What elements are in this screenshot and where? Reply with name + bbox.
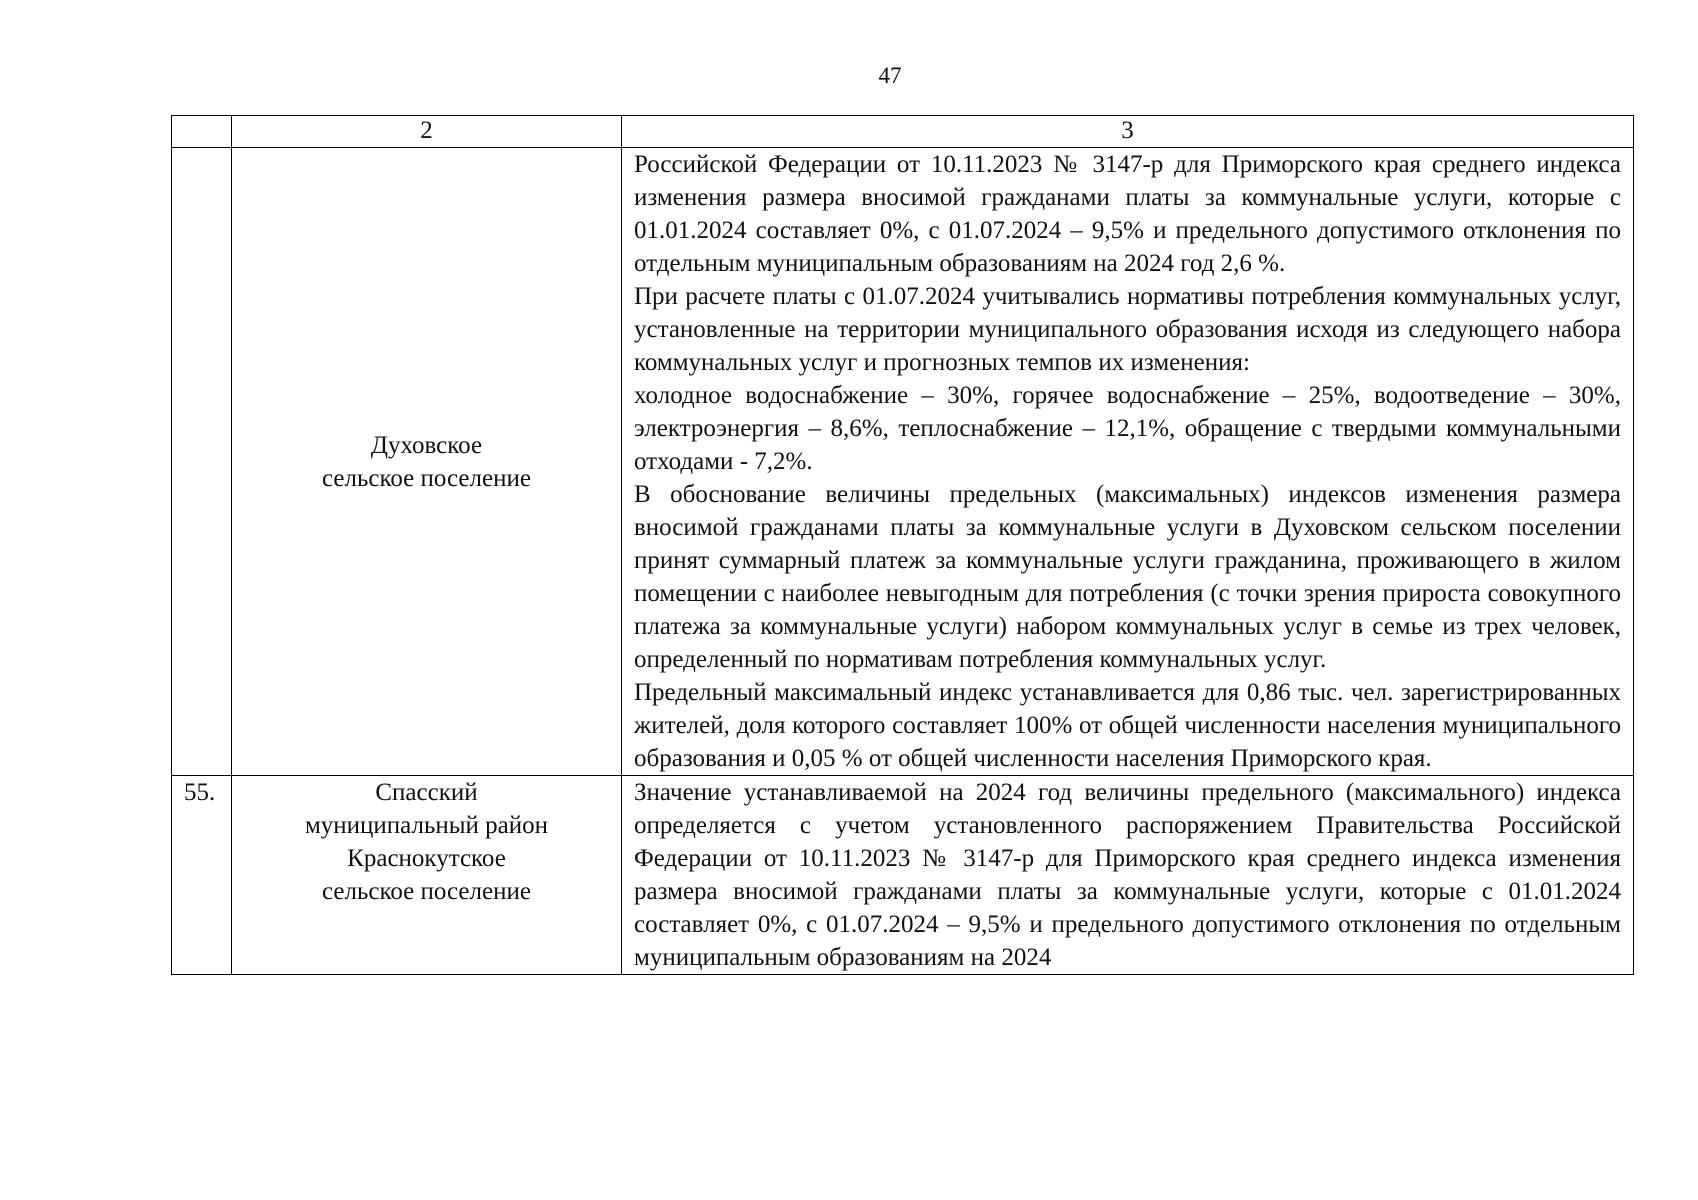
table-row [172,776,1634,975]
data-table [171,115,1634,975]
header-cell-2: 2 [232,116,622,148]
name-line: сельское поселение [322,878,531,905]
paragraph: Российской Федерации от 10.11.2023 № 3147-р для Приморского края среднего индекса изменения размера вносимой гражданами платы за коммунальные услуги, которые с 01.01.2024 составляет 0%, с 01.07.2024 – 9,5% и предельного допустимого отклонения по отдельным муниципальным образованиям на 2024 год 2,6 %. [634,151,1621,277]
description-cell [622,148,1634,776]
paragraph: холодное водоснабжение – 30%, горячее водоснабжение – 25%, водоотведение – 30%, электроэнергия – 8,6%, теплоснабжение – 12,1%, обращение с твердыми коммунальными отходами - 7,2%. [634,382,1621,475]
paragraph: В обоснование величины предельных (максимальных) индексов изменения размера вносимой гражданами платы за коммунальные услуги в Духовском сельском поселении принят суммарный платеж за коммунальные услуги гражданина, проживающего в жилом помещении с наиболее невыгодным для потребления (с точки зрения прироста совокупного платежа за коммунальные услуги) набором коммунальных услуг в семье из трех человек, определенный по нормативам потребления коммунальных услуг. [634,481,1621,673]
name-line: муниципальный район [304,812,549,839]
municipality-name [232,776,622,975]
header-cell-1 [172,116,232,148]
paragraph: При расчете платы с 01.07.2024 учитывались нормативы потребления коммунальных услуг, установленные на территории муниципального образования исходя из следующего набора коммунальных услуг и прогнозных темпов их изменения: [634,283,1621,376]
table-header-row [172,116,1634,148]
municipality-name [232,148,622,776]
header-cell-3: 3 [622,116,1634,148]
paragraph: Предельный максимальный индекс устанавливается для 0,86 тыс. чел. зарегистрированных жителей, доля которого составляет 100% от общей численности населения муниципального образования и 0,05 % от общей численности населения Приморского края. [634,679,1621,772]
table-row [172,148,1634,776]
name-line: сельское поселение [322,464,531,492]
description-cell [622,776,1634,975]
row-number [172,148,232,776]
paragraph: Значение устанавливаемой на 2024 год величины предельного (максимального) индекса определяется с учетом установленного распоряжением Правительства Российской Федерации от 10.11.2023 № 3147-р для Приморского края среднего индекса изменения размера вносимой гражданами платы за коммунальные услуги, которые с 01.01.2024 составляет 0%, с 01.07.2024 – 9,5% и предельного допустимого отклонения по отдельным муниципальным образованиям на 2024 [634,779,1621,971]
name-line: Спасский [375,779,478,806]
name-line: Духовское [370,431,483,459]
name-line: Краснокутское [347,845,506,872]
row-number: 55. [172,776,232,975]
page-number: 47 [878,63,902,88]
